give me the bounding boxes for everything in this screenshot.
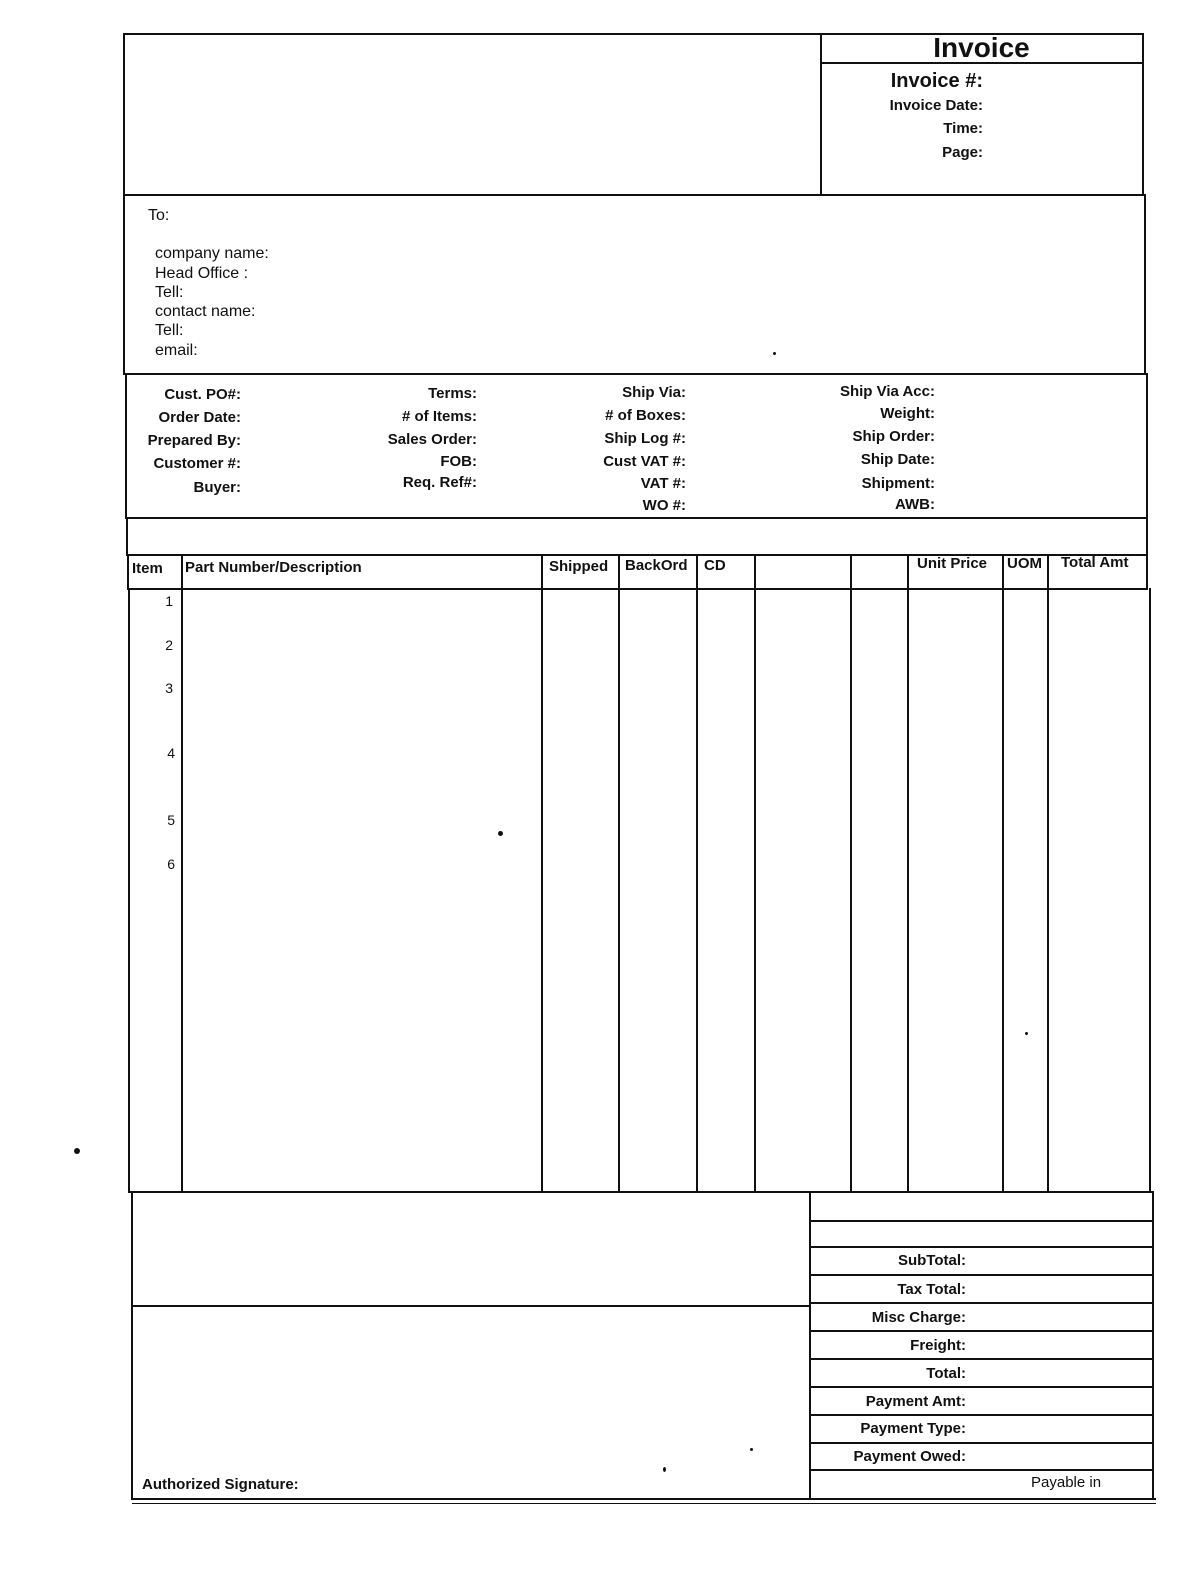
ship-order-label: Ship Order: (852, 428, 935, 445)
contact-name-label: contact name: (155, 303, 256, 320)
col-header-total-amt: Total Amt (1061, 554, 1129, 571)
totals-line (810, 1330, 1153, 1332)
totals-line (810, 1246, 1153, 1248)
vat-label: VAT #: (640, 475, 686, 492)
col-header-shipped: Shipped (549, 558, 609, 575)
table-left-edge (128, 588, 130, 1193)
to-label: To: (148, 207, 170, 224)
weight-label: Weight: (880, 405, 935, 422)
prepared-by-label: Prepared By: (147, 432, 241, 449)
misc-charge-label: Misc Charge: (871, 1309, 966, 1326)
footer-line (132, 1498, 1156, 1500)
spacer-left-edge (126, 518, 128, 556)
fob-label: FOB: (440, 453, 477, 470)
shipment-label: Shipment: (861, 475, 935, 492)
row-number: 1 (165, 593, 173, 609)
cust-vat-label: Cust VAT #: (603, 453, 686, 470)
customer-number-label: Customer #: (153, 455, 241, 472)
col-divider-cd (754, 554, 756, 1192)
spacer-right-edge (1146, 518, 1148, 554)
totals-line (810, 1414, 1153, 1416)
table-bottom (130, 1191, 1152, 1193)
awb-label: AWB: (895, 496, 935, 513)
num-items-label: # of Items: (401, 408, 477, 425)
buyer-label: Buyer: (193, 479, 241, 496)
total-label: Total: (926, 1365, 966, 1382)
scan-speck (773, 352, 776, 355)
contact-tell-label: Tell: (155, 322, 184, 339)
row-number: 6 (167, 856, 175, 872)
totals-line (810, 1220, 1153, 1222)
cust-po-label: Cust. PO#: (164, 386, 241, 403)
scan-speck (74, 1148, 80, 1154)
ship-date-label: Ship Date: (860, 451, 935, 468)
tax-total-label: Tax Total: (897, 1281, 966, 1298)
totals-line (810, 1386, 1153, 1388)
totals-line (810, 1469, 1153, 1471)
payment-amt-label: Payment Amt: (865, 1393, 966, 1410)
invoice-title: Invoice (933, 32, 1030, 63)
col-header-part-number: Part Number/Description (185, 559, 362, 576)
col-divider-item (181, 554, 183, 1192)
col-header-item: Item (132, 560, 163, 577)
footer-line-2 (132, 1503, 1156, 1504)
col-divider-backord (696, 554, 698, 1192)
freight-label: Freight: (910, 1337, 966, 1354)
sales-order-label: Sales Order: (387, 431, 477, 448)
totals-right-edge (1152, 1191, 1154, 1498)
head-office-label: Head Office : (155, 265, 249, 282)
totals-line (810, 1302, 1153, 1304)
notes-left-edge (131, 1192, 133, 1500)
row-number: 3 (165, 680, 173, 696)
tell-label: Tell: (155, 284, 184, 301)
col-divider-blank (850, 554, 852, 1192)
col-divider-uom (1047, 554, 1049, 1192)
totals-line (810, 1442, 1153, 1444)
company-name-label: company name: (155, 245, 269, 262)
page-label: Page: (942, 144, 983, 161)
payment-owed-label: Payment Owed: (853, 1448, 966, 1465)
terms-label: Terms: (428, 385, 477, 402)
col-divider-description (541, 554, 543, 1192)
invoice-date-label: Invoice Date: (889, 97, 983, 114)
wo-label: WO #: (642, 497, 686, 514)
table-right-edge (1149, 588, 1151, 1192)
row-number: 5 (167, 812, 175, 828)
scan-speck (750, 1448, 753, 1451)
col-divider-shipped (618, 554, 620, 1192)
scan-speck (498, 831, 503, 836)
col-header-uom: UOM (1007, 555, 1042, 572)
recipient-box (123, 194, 1146, 375)
invoice-number-label: Invoice #: (890, 70, 983, 92)
totals-left-edge (809, 1192, 811, 1498)
col-header-unit-price: Unit Price (917, 555, 988, 572)
authorized-signature-label: Authorized Signature: (142, 1476, 299, 1493)
totals-line (810, 1358, 1153, 1360)
col-header-backord: BackOrd (625, 557, 688, 574)
col-divider-unit-price (1002, 554, 1004, 1192)
num-boxes-label: # of Boxes: (605, 407, 686, 424)
scan-speck (1025, 1032, 1028, 1035)
req-ref-label: Req. Ref#: (402, 474, 477, 491)
notes-divider (132, 1305, 810, 1307)
ship-log-label: Ship Log #: (604, 430, 686, 447)
totals-line (810, 1274, 1153, 1276)
ship-via-label: Ship Via: (622, 384, 686, 401)
payment-type-label: Payment Type: (860, 1420, 966, 1437)
order-date-label: Order Date: (158, 409, 241, 426)
subtotal-label: SubTotal: (897, 1252, 966, 1269)
row-number: 4 (167, 745, 175, 761)
ship-via-acc-label: Ship Via Acc: (839, 383, 935, 400)
col-divider-blank-2 (907, 554, 909, 1192)
row-number: 2 (165, 637, 173, 653)
col-header-cd: CD (704, 557, 726, 574)
email-label: email: (155, 342, 198, 359)
payable-in-label: Payable in (1031, 1474, 1102, 1491)
time-label: Time: (943, 120, 983, 137)
scan-speck (663, 1467, 666, 1472)
